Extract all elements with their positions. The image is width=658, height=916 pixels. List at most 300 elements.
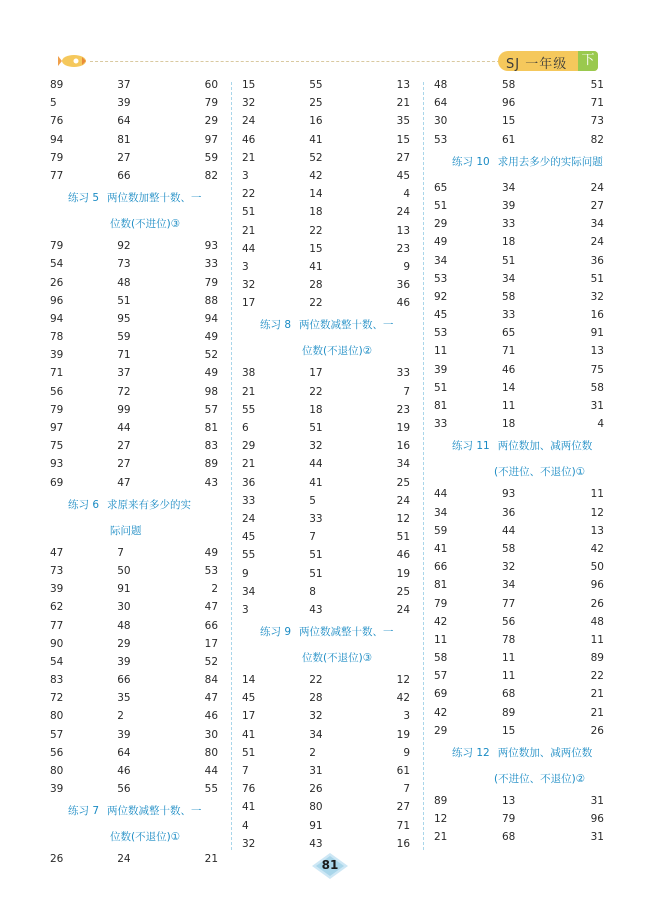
answer-row [48,762,218,780]
grade-label: SJ 一年级 [506,57,568,72]
answer-block [48,237,218,492]
answer-value: 15 [309,242,323,255]
answer-row [240,707,410,725]
answer-value: 96 [590,813,604,826]
answer-value: 49 [434,236,448,249]
answer-value: 36 [396,279,411,292]
exercise-number: 练习 11 [452,440,490,453]
answer-value: 81 [204,422,219,434]
answer-row [48,76,218,94]
answer-block [240,364,410,619]
answer-block [240,671,410,853]
exercise-number: 练习 5 [68,192,100,205]
answer-value: 14 [502,381,516,394]
answer-value: 58 [502,290,516,303]
answer-value: 46 [242,133,256,146]
answer-row [48,346,218,364]
answer-value: 39 [117,655,131,668]
answer-row [432,306,612,324]
answer-row [240,240,410,258]
answer-row [432,270,612,288]
answer-value: 93 [50,458,64,471]
answer-value: 66 [117,169,131,182]
answer-value: 59 [434,524,448,537]
answer-value: 45 [396,169,411,182]
answer-value: 27 [396,151,411,164]
answer-value: 61 [396,765,411,777]
exercise-topic: 求用去多少的实际问题 [497,155,603,168]
answer-value: 3 [242,169,249,182]
answer-row [240,294,410,312]
grade-badge [498,51,598,71]
answer-value: 95 [117,312,131,325]
answer-row [240,528,410,546]
answer-value: 51 [434,381,448,394]
answer-value: 48 [434,79,448,91]
answer-value: 89 [204,458,219,471]
answer-value: 33 [502,218,516,231]
exercise-topic: 两位数加、减两位数 [497,440,593,453]
answer-row [432,704,612,722]
answer-value: 47 [204,692,219,705]
answer-value: 39 [50,583,64,596]
answer-value: 54 [50,258,64,271]
answer-row [48,707,218,725]
answer-value: 51 [396,531,411,544]
answer-value: 57 [434,670,448,683]
answer-value: 91 [309,819,323,832]
answer-value: 94 [204,312,219,325]
answer-value: 96 [50,294,64,307]
answer-row [432,613,612,631]
answer-value: 28 [309,279,323,292]
answer-row [240,364,410,382]
answer-value: 15 [502,724,516,737]
answer-value: 22 [309,385,323,398]
answer-value: 37 [117,79,131,91]
answer-value: 34 [396,458,411,471]
answer-value: 36 [502,506,516,519]
answer-value: 34 [309,728,323,741]
answer-value: 21 [242,224,256,237]
answer-value: 42 [434,706,448,719]
answer-value: 71 [50,367,64,380]
answer-value: 97 [204,133,219,146]
answer-value: 58 [502,542,516,555]
answer-row [432,379,612,397]
answer-row [240,419,410,437]
page-header [0,0,658,80]
answer-value: 80 [50,710,64,723]
answer-value: 4 [242,819,249,832]
answer-value: 73 [50,564,64,577]
answer-value: 71 [396,819,411,832]
answer-value: 79 [204,97,219,110]
exercise-topic-continued: (不进位、不退位)② [494,773,586,785]
answer-row [48,364,218,382]
answer-value: 89 [502,706,516,719]
answer-value: 37 [117,367,131,380]
answer-value: 26 [590,724,604,737]
answer-value: 56 [502,615,516,628]
answer-row [432,324,612,342]
answer-value: 59 [117,331,131,344]
answer-value: 18 [309,403,323,416]
answer-value: 18 [502,236,516,249]
answer-value: 31 [590,795,604,807]
answer-block [432,76,612,149]
answer-row [240,762,410,780]
answer-value: 24 [242,115,256,128]
answer-value: 7 [242,765,249,777]
answer-value: 47 [50,546,64,559]
answer-value: 94 [50,312,64,325]
answer-value: 30 [204,728,219,741]
answer-block [48,850,218,868]
answer-row [240,203,410,221]
column-divider [423,82,424,850]
answer-row [432,558,612,576]
answer-row [240,76,410,94]
answer-row [432,76,612,94]
answer-value: 46 [396,549,411,562]
answer-value: 62 [50,601,64,614]
answer-value: 43 [309,603,323,616]
answer-value: 51 [117,294,131,307]
answer-row [432,252,612,270]
answer-value: 41 [309,476,323,489]
answer-value: 92 [434,290,448,303]
answer-value: 49 [204,331,219,344]
answer-row [240,780,410,798]
answer-value: 41 [309,260,323,273]
answer-value: 53 [434,327,448,340]
answer-value: 47 [117,476,131,489]
exercise-title [240,619,410,645]
answer-value: 56 [117,783,131,796]
answer-value: 17 [242,710,256,723]
answer-value: 24 [242,512,256,525]
answer-row [432,540,612,558]
answer-value: 34 [434,254,448,267]
answer-value: 21 [242,385,256,398]
answer-row [240,583,410,601]
answer-value: 78 [502,633,516,646]
answer-value: 61 [502,133,516,146]
answer-value: 29 [204,115,219,128]
answer-value: 66 [204,619,219,632]
answer-value: 34 [502,579,516,592]
answer-value: 42 [590,542,604,555]
answer-value: 75 [590,363,604,376]
answer-row [48,726,218,744]
answer-row [240,437,410,455]
answer-value: 26 [309,783,323,796]
answer-row [432,94,612,112]
exercise-topic-continued: 位数(不进位)③ [110,218,181,231]
answer-value: 58 [590,381,604,394]
answer-value: 13 [590,345,604,358]
answer-row [432,197,612,215]
answer-value: 57 [204,403,219,416]
answer-value: 8 [309,585,316,598]
answer-value: 96 [502,97,516,110]
answer-row [48,112,218,130]
answer-value: 39 [502,199,516,212]
answer-value: 80 [309,801,323,814]
answer-row [432,288,612,306]
answer-value: 89 [50,79,64,91]
answer-value: 46 [117,765,131,777]
answer-value: 34 [502,272,516,285]
answer-value: 51 [242,746,256,759]
answer-value: 48 [117,276,131,289]
answer-value: 24 [396,603,411,616]
answer-value: 52 [204,349,219,362]
answer-row [48,401,218,419]
answer-value: 17 [309,367,323,380]
answer-value: 72 [50,692,64,705]
answer-value: 16 [309,115,323,128]
answer-row [240,601,410,619]
exercise-number: 练习 8 [260,319,292,332]
answer-value: 2 [117,710,124,723]
exercise-title [48,185,218,211]
answer-row [48,383,218,401]
answer-row [48,455,218,473]
answer-value: 18 [309,206,323,219]
answer-row [240,383,410,401]
term-label: 下 [578,51,598,71]
answer-value: 31 [309,765,323,777]
answer-row [48,167,218,185]
answer-value: 51 [502,254,516,267]
answer-value: 3 [403,710,411,723]
answer-row [48,617,218,635]
answer-value: 48 [590,615,604,628]
answer-value: 30 [434,115,448,128]
answer-value: 15 [502,115,516,128]
answer-block [240,76,410,312]
answer-value: 42 [396,692,411,705]
answer-row [48,419,218,437]
answer-value: 24 [590,236,604,249]
exercise-title [48,798,218,824]
answer-value: 9 [242,567,249,580]
answer-value: 44 [502,524,516,537]
answer-block [432,179,612,434]
answer-value: 51 [434,199,448,212]
answer-value: 80 [204,746,219,759]
answer-value: 43 [309,837,323,850]
answer-value: 11 [502,670,516,683]
answer-value: 24 [396,206,411,219]
answer-value: 13 [396,224,411,237]
answer-value: 31 [590,831,604,844]
answer-value: 35 [396,115,411,128]
answer-value: 39 [50,349,64,362]
answer-value: 56 [50,746,64,759]
answer-value: 66 [434,561,448,574]
answer-value: 9 [403,746,411,759]
exercise-number: 练习 9 [260,626,292,639]
answer-row [432,828,612,846]
answer-value: 22 [309,297,323,310]
answer-value: 7 [117,546,124,559]
answer-row [432,667,612,685]
answer-value: 68 [502,688,516,701]
answer-row [432,631,612,649]
answer-value: 75 [50,440,64,453]
answer-value: 57 [50,728,64,741]
answer-value: 33 [204,258,219,271]
answer-row [48,744,218,762]
answer-value: 83 [204,440,219,453]
answer-value: 5 [309,494,316,507]
answer-row [240,131,410,149]
answer-value: 45 [434,309,448,322]
answer-value: 5 [50,97,57,110]
answer-value: 80 [50,765,64,777]
answer-value: 42 [309,169,323,182]
answer-value: 39 [434,363,448,376]
answer-value: 29 [242,440,256,453]
answer-row [48,310,218,328]
answer-value: 4 [403,188,411,201]
exercise-topic-continued: 位数(不退位)② [302,345,373,358]
answer-value: 65 [502,327,516,340]
exercise-number: 练习 7 [68,805,100,818]
answer-value: 31 [590,400,604,412]
answer-value: 26 [50,276,64,289]
answer-row [240,401,410,419]
answer-row [48,474,218,492]
answer-value: 45 [242,531,256,544]
answer-value: 15 [242,79,256,91]
answer-value: 30 [117,601,131,614]
answer-row [432,485,612,503]
answer-value: 36 [590,254,604,267]
answer-value: 66 [117,674,131,687]
answer-value: 19 [396,567,411,580]
answer-value: 33 [309,512,323,525]
answer-row [240,565,410,583]
answer-value: 23 [396,242,411,255]
answer-value: 33 [242,494,256,507]
answer-value: 2 [211,583,219,596]
answer-row [48,328,218,346]
answer-value: 76 [242,783,256,796]
answer-value: 58 [434,652,448,665]
answer-value: 77 [50,169,64,182]
answer-value: 32 [242,837,256,850]
answer-value: 64 [117,746,131,759]
answer-value: 54 [50,655,64,668]
exercise-topic: 两位数加整十数、一 [107,192,202,205]
answer-value: 25 [396,476,411,489]
answer-value: 55 [309,79,323,91]
answer-value: 29 [434,218,448,231]
exercise-topic: 两位数减整十数、一 [107,805,202,818]
answer-value: 12 [396,512,411,525]
answer-row [432,179,612,197]
answer-value: 32 [309,440,323,453]
answer-value: 22 [590,670,604,683]
answer-value: 82 [204,169,219,182]
answer-value: 91 [117,583,131,596]
answer-value: 44 [242,242,256,255]
answer-value: 34 [434,506,448,519]
answer-value: 32 [242,279,256,292]
answer-value: 21 [242,458,256,471]
answer-value: 79 [50,151,64,164]
answer-block [48,76,218,185]
answer-row [48,131,218,149]
answer-row [48,237,218,255]
exercise-topic-continued: 位数(不退位)① [110,831,181,844]
answer-value: 71 [590,97,604,110]
answer-value: 51 [590,272,604,285]
answer-value: 17 [242,297,256,310]
answer-value: 41 [434,542,448,555]
answer-block [48,544,218,799]
answer-value: 39 [50,783,64,796]
answer-value: 98 [204,385,219,398]
answer-value: 83 [50,674,64,687]
answer-column-3 [432,76,612,847]
answer-value: 22 [309,674,323,687]
answer-value: 44 [117,422,131,434]
page-number-badge [310,852,350,880]
answer-value: 27 [117,440,131,453]
answer-value: 11 [590,488,604,501]
answer-row [48,292,218,310]
answer-row [240,689,410,707]
exercise-number: 练习 6 [68,498,100,511]
answer-value: 19 [396,422,411,434]
answer-value: 12 [590,506,604,519]
answer-value: 23 [396,403,411,416]
answer-value: 24 [396,494,411,507]
answer-value: 49 [204,367,219,380]
answer-row [432,792,612,810]
answer-row [240,474,410,492]
answer-value: 69 [50,476,64,489]
answer-row [432,685,612,703]
answer-value: 91 [590,327,604,340]
answer-value: 64 [434,97,448,110]
answer-value: 51 [309,549,323,562]
answer-row [432,649,612,667]
answer-value: 97 [50,422,64,434]
answer-value: 41 [242,728,256,741]
answer-value: 89 [434,795,448,807]
answer-value: 51 [309,422,323,434]
answer-row [240,510,410,528]
answer-row [48,780,218,798]
answer-value: 22 [309,224,323,237]
answer-value: 52 [309,151,323,164]
answer-row [240,167,410,185]
answer-row [48,274,218,292]
answer-value: 27 [117,151,131,164]
answer-value: 21 [204,853,219,866]
answer-value: 17 [204,637,219,650]
answer-value: 47 [204,601,219,614]
answer-value: 94 [50,133,64,146]
answer-value: 32 [590,290,604,303]
answer-row [48,580,218,598]
